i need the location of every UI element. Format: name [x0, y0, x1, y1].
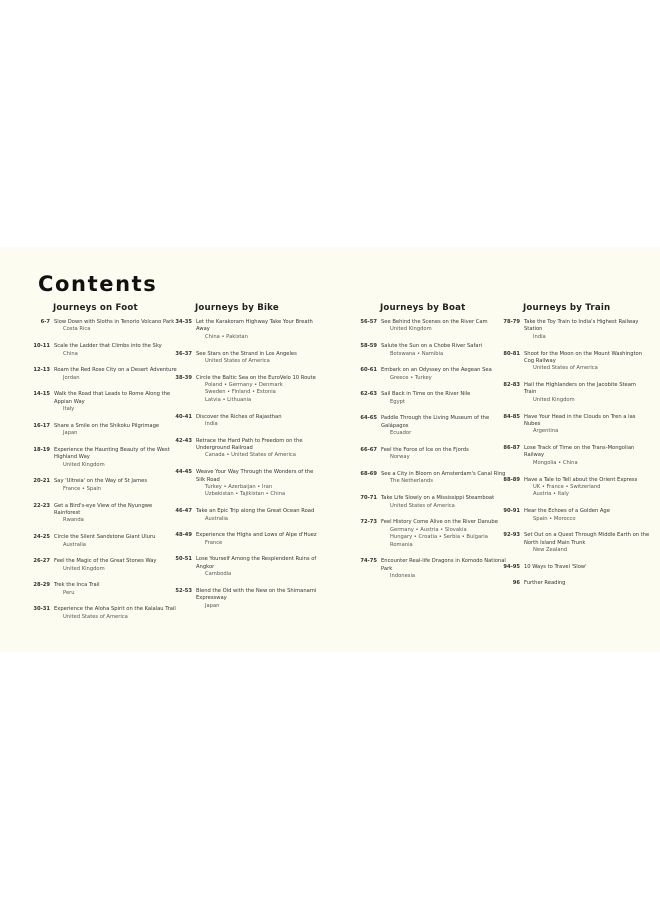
- contents-entry: [172, 414, 322, 429]
- entry-title: Embark on an Odyssey on the Aegean Sea: [381, 367, 492, 374]
- page-range: 42-43: [175, 437, 192, 444]
- entry-body: [196, 588, 322, 610]
- entry-title: Have Your Head in the Clouds on Tren a las Nubes: [524, 413, 636, 427]
- entry-body: [524, 414, 650, 436]
- section-heading: Journeys on Foot: [53, 303, 138, 313]
- section-heading: Journeys by Train: [523, 303, 611, 313]
- contents-entry: [30, 503, 180, 525]
- entry-countries: Japan: [63, 430, 78, 437]
- section-on-foot: [30, 303, 180, 631]
- entry-title: Roam the Red Rose City on a Desert Adventure: [54, 367, 177, 374]
- entry-countries: France • Spain: [63, 485, 102, 492]
- page-range: 50-51: [175, 556, 192, 563]
- contents-entry: [500, 351, 650, 373]
- entry-body: [381, 415, 507, 437]
- entry-countries: Japan: [205, 602, 220, 609]
- entry-title: Further Reading: [524, 580, 566, 587]
- page-range: 70-71: [360, 495, 377, 502]
- page-range: 92-93: [503, 532, 520, 539]
- page-range: 72-73: [360, 519, 377, 526]
- page-range: 28-29: [33, 582, 50, 589]
- contents-entry: [172, 438, 322, 460]
- entry-countries: Peru: [63, 589, 75, 596]
- page-range: 88-89: [503, 476, 520, 483]
- page-range: 52-53: [175, 587, 192, 594]
- entry-title: See Stars on the Strand in Los Angeles: [196, 350, 297, 357]
- entry-body: [54, 534, 180, 549]
- entry-body: [524, 351, 650, 373]
- entry-countries: United Kingdom: [390, 326, 432, 333]
- entry-body: [54, 503, 180, 525]
- entry-title: Salute the Sun on a Chobe River Safari: [381, 343, 483, 350]
- contents-entry: [172, 319, 322, 341]
- entry-countries: Spain • Morocco: [533, 515, 576, 522]
- entry-body: [524, 477, 650, 499]
- entry-title: Sail Back in Time on the River Nile: [381, 391, 471, 398]
- section-by-train: [500, 303, 650, 597]
- entry-body: [54, 343, 180, 358]
- page-range: 80-81: [503, 350, 520, 357]
- entry-body: [54, 391, 180, 413]
- contents-entry: [357, 415, 507, 437]
- contents-entry: [172, 556, 322, 578]
- page-range: 56-57: [360, 319, 377, 325]
- entry-title: Blend the Old with the New on the Shimanami Expressway: [196, 587, 317, 602]
- entry-title: Experience the Aloha Spirit on the Kalalau Trail: [54, 606, 176, 613]
- entry-body: [196, 508, 322, 523]
- entry-title: Have a Tale to Tell about the Orient Express: [524, 476, 638, 483]
- entry-countries: Sweden • Finland • Estonia: [205, 389, 276, 396]
- contents-entry: [357, 495, 507, 510]
- page-range: 68-69: [360, 471, 377, 478]
- contents-entry: [172, 588, 322, 610]
- entry-title: See a City in Bloom on Amsterdam's Canal Ring: [381, 471, 506, 478]
- entry-body: [381, 319, 507, 334]
- page-range: 64-65: [360, 415, 377, 422]
- page-range: 90-91: [503, 508, 520, 515]
- entry-body: [54, 367, 180, 382]
- entry-countries: China: [63, 350, 78, 357]
- entry-body: [524, 564, 650, 571]
- contents-entry: [30, 606, 180, 621]
- entry-countries: France: [205, 539, 223, 546]
- page-range: 6-7: [40, 319, 50, 325]
- entry-body: [54, 447, 180, 469]
- entry-countries: New Zealand: [533, 547, 568, 554]
- entry-countries: United States of America: [63, 613, 128, 620]
- entry-countries: Austria • Italy: [533, 491, 569, 498]
- entry-title: See Behind the Scenes on the River Cam: [381, 319, 488, 325]
- entry-title: 10 Ways to Travel 'Slow': [524, 563, 587, 570]
- contents-entry: [30, 343, 180, 358]
- entry-countries: India: [205, 420, 218, 427]
- page-range: 86-87: [503, 445, 520, 452]
- entry-body: [54, 423, 180, 438]
- entry-countries: The Netherlands: [390, 478, 433, 485]
- page-range: 10-11: [33, 343, 50, 350]
- contents-entry: [30, 423, 180, 438]
- contents-entry: [357, 391, 507, 406]
- contents-entry: [500, 445, 650, 467]
- entry-title: Weave Your Way Through the Wonders of the Silk Road: [196, 469, 314, 483]
- page-range: 58-59: [360, 343, 377, 350]
- entry-countries: Romania: [390, 541, 413, 548]
- contents-entry: [30, 534, 180, 549]
- entry-title: Say 'Ultreia' on the Way of St James: [54, 478, 148, 485]
- entry-title: Walk the Road that Leads to Rome Along the Appian Way: [54, 391, 171, 405]
- page-range: 26-27: [33, 558, 50, 565]
- entry-countries: Germany • Austria • Slovakia: [390, 526, 467, 533]
- contents-entry: [30, 367, 180, 382]
- entry-countries: Turkey • Azerbaijan • Iran: [205, 483, 273, 490]
- entry-title: Feel the Force of Ice on the Fjords: [381, 446, 469, 453]
- entry-countries: India: [533, 333, 546, 340]
- entry-body: [381, 367, 507, 382]
- entry-countries: Australia: [63, 541, 86, 548]
- section-by-bike: [172, 303, 322, 619]
- contents-entry: [357, 367, 507, 382]
- contents-entry: [357, 519, 507, 549]
- entry-body: [196, 556, 322, 578]
- entry-title: Retrace the Hard Path to Freedom on the Underground Railroad: [196, 437, 303, 452]
- page-range: 12-13: [33, 367, 50, 374]
- page-range: 44-45: [175, 469, 192, 476]
- entry-title: Hail the Highlanders on the Jacobite Steam Train: [524, 382, 636, 396]
- entry-countries: Australia: [205, 515, 228, 522]
- entry-body: [524, 382, 650, 404]
- entry-countries: United Kingdom: [63, 565, 105, 572]
- contents-entry: [500, 382, 650, 404]
- entry-countries: Rwanda: [63, 517, 84, 524]
- page-range: 40-41: [175, 413, 192, 420]
- entry-countries: Poland • Germany • Denmark: [205, 382, 283, 389]
- entry-countries: Cambodia: [205, 571, 232, 578]
- entry-countries: Jordan: [63, 374, 80, 381]
- section-heading: Journeys by Boat: [380, 303, 466, 313]
- entry-title: Lose Yourself Among the Resplendent Ruins of Angkor: [196, 556, 317, 570]
- contents-entry: [30, 319, 180, 334]
- page-range: 30-31: [33, 606, 50, 613]
- entry-body: [196, 414, 322, 429]
- entry-body: [381, 343, 507, 358]
- entry-countries: United States of America: [533, 365, 598, 372]
- entry-countries: China • Pakistan: [205, 333, 248, 340]
- entry-title: Experience the Haunting Beauty of the West Highland Way: [54, 446, 170, 461]
- entry-body: [54, 606, 180, 621]
- entry-title: Discover the Riches of Rajasthan: [196, 413, 282, 420]
- page-range: 22-23: [33, 502, 50, 509]
- page-range: 84-85: [503, 413, 520, 420]
- entry-title: Get a Bird's-eye View of the Nyungwe Rainforest: [54, 502, 153, 516]
- entry-countries: United Kingdom: [63, 461, 105, 468]
- section-heading: Journeys by Bike: [195, 303, 279, 313]
- entry-countries: Uzbekistan • Tajikistan • China: [205, 491, 286, 498]
- entry-body: [381, 558, 507, 580]
- page-range: 14-15: [33, 391, 50, 398]
- entry-countries: United States of America: [390, 502, 455, 509]
- contents-entry: [500, 580, 650, 587]
- entry-countries: Canada • United States of America: [205, 452, 296, 459]
- contents-entry: [357, 471, 507, 486]
- contents-entry: [500, 319, 650, 341]
- entry-title: Feel History Come Alive on the River Danube: [381, 519, 498, 526]
- contents-entry: [500, 508, 650, 523]
- section-by-boat: [357, 303, 507, 590]
- page-range: 18-19: [33, 446, 50, 453]
- entry-body: [381, 519, 507, 549]
- entry-title: Share a Smile on the Shikoku Pilgrimage: [54, 422, 160, 429]
- entry-body: [54, 558, 180, 573]
- entry-title: Circle the Silent Sandstone Giant Uluru: [54, 534, 156, 541]
- entry-title: Paddle Through the Living Museum of the Galápagos: [381, 415, 490, 429]
- entry-body: [196, 319, 322, 341]
- page-range: 46-47: [175, 508, 192, 515]
- page-range: 62-63: [360, 391, 377, 398]
- page-range: 16-17: [33, 422, 50, 429]
- contents-entry: [357, 343, 507, 358]
- contents-entry: [357, 319, 507, 334]
- contents-entry: [500, 477, 650, 499]
- contents-entry: [30, 447, 180, 469]
- page-range: 94-95: [503, 563, 520, 570]
- entry-countries: Costa Rica: [63, 326, 91, 333]
- entry-title: Lose Track of Time on the Trans-Mongolian Railway: [524, 445, 635, 459]
- page-range: 96: [512, 580, 520, 587]
- entry-title: Trek the Inca Trail: [54, 582, 100, 589]
- page-range: 38-39: [175, 374, 192, 381]
- contents-entry: [500, 414, 650, 436]
- entry-countries: Italy: [63, 406, 75, 413]
- entry-body: [381, 391, 507, 406]
- entry-body: [524, 319, 650, 341]
- entry-body: [54, 478, 180, 493]
- entry-title: Shoot for the Moon on the Mount Washington Cog Railway: [524, 350, 642, 364]
- entry-body: [524, 532, 650, 554]
- contents-entry: [172, 469, 322, 499]
- contents-entry: [357, 558, 507, 580]
- entry-body: [524, 508, 650, 523]
- entry-title: Set Out on a Quest Through Middle Earth on the North Island Main Trunk: [524, 532, 650, 546]
- entry-title: Circle the Baltic Sea on the EuroVelo 10 Route: [196, 374, 316, 381]
- contents-entry: [30, 391, 180, 413]
- contents-entry: [172, 375, 322, 405]
- page-range: 74-75: [360, 558, 377, 565]
- entry-title: Encounter Real-life Dragons in Komodo National Park: [381, 558, 506, 572]
- entry-body: [196, 532, 322, 547]
- page-range: 34-35: [175, 319, 192, 325]
- entry-countries: Latvia • Lithuania: [205, 396, 252, 403]
- contents-entry: [500, 532, 650, 554]
- entry-title: Slow Down with Sloths in Tenorio Volcano Park: [54, 319, 175, 325]
- page-range: 82-83: [503, 382, 520, 389]
- entry-title: Hear the Echoes of a Golden Age: [524, 508, 610, 515]
- contents-entry: [30, 478, 180, 493]
- contents-entry: [172, 508, 322, 523]
- entry-countries: Argentina: [533, 428, 559, 435]
- entry-countries: United States of America: [205, 357, 270, 364]
- entry-body: [381, 471, 507, 486]
- entry-countries: Botswana • Namibia: [390, 350, 444, 357]
- entry-body: [54, 319, 180, 334]
- entry-body: [54, 582, 180, 597]
- entry-countries: Egypt: [390, 398, 405, 405]
- entry-body: [196, 351, 322, 366]
- entry-countries: Mongolia • China: [533, 459, 578, 466]
- entry-title: Take an Epic Trip along the Great Ocean Road: [196, 508, 315, 515]
- contents-entry: [172, 351, 322, 366]
- entry-countries: United Kingdom: [533, 396, 575, 403]
- page-range: 60-61: [360, 367, 377, 374]
- page-range: 48-49: [175, 532, 192, 539]
- entry-countries: Norway: [390, 454, 410, 461]
- contents-entry: [30, 582, 180, 597]
- entry-countries: UK • France • Switzerland: [533, 483, 601, 490]
- entry-countries: Hungary • Croatia • Serbia • Bulgaria: [390, 534, 488, 541]
- entry-body: [196, 469, 322, 499]
- entry-title: Feel the Magic of the Great Stones Way: [54, 558, 157, 565]
- entry-title: Take Life Slowly on a Mississippi Steamboat: [381, 495, 495, 502]
- entry-title: Let the Karakoram Highway Take Your Breath Away: [196, 319, 313, 333]
- entry-body: [524, 445, 650, 467]
- contents-entry: [30, 558, 180, 573]
- contents-entry: [500, 564, 650, 571]
- page-title: Contents: [38, 272, 158, 296]
- page-range: 78-79: [503, 319, 520, 325]
- page-range: 24-25: [33, 534, 50, 541]
- entry-countries: Greece • Turkey: [390, 374, 432, 381]
- entry-countries: Ecuador: [390, 430, 412, 437]
- entry-body: [381, 447, 507, 462]
- entry-body: [524, 580, 650, 587]
- page-range: 66-67: [360, 446, 377, 453]
- page-range: 36-37: [175, 350, 192, 357]
- entry-title: Scale the Ladder that Climbs into the Sky: [54, 343, 162, 350]
- page-range: 20-21: [33, 478, 50, 485]
- entry-title: Take the Toy Train to India's Highest Railway Station: [524, 319, 639, 333]
- entry-body: [196, 375, 322, 405]
- entry-title: Experience the Highs and Lows of Alpe d'Huez: [196, 532, 317, 539]
- entry-body: [196, 438, 322, 460]
- contents-entry: [357, 447, 507, 462]
- entry-body: [381, 495, 507, 510]
- contents-entry: [172, 532, 322, 547]
- entry-countries: Indonesia: [390, 573, 416, 580]
